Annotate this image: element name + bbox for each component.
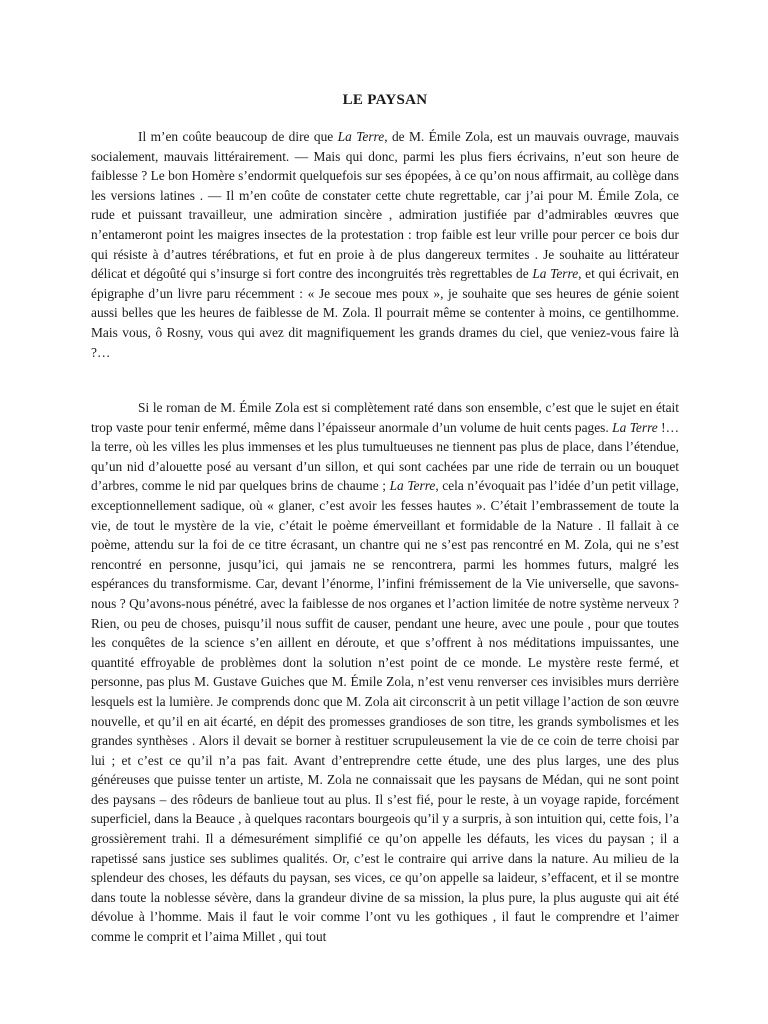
- text-run: Il m’en coûte beaucoup de dire que: [138, 129, 338, 144]
- paragraph-2: [91, 398, 679, 947]
- text-run: , de M. Émile Zola, est un mauvais ouvrage, mauvais socialement, mauvais littérairement. — Mais qui donc, parmi les plus fiers écrivains, n’eut son heure de faiblesse ? Le bon Homère s’endormit quelquefois sur ses épopées, à ce qu’on nous affirmait, au collège dans les versions latines . — Il m’en coûte de constater cette chute regrettable, car j’ai pour M. Émile Zola, ce rude et puissant travailleur, une admiration sincère , admiration justifiée par d’admirables œuvres que n’entameront point les maigres insectes de la protestation : trop faible est leur vrille pour percer ce bois dur qui résiste à d’autres térébrations, et fut en proie à de plus dangereux termites . Je souhaite au littérateur délicat et dégoûté qui s’insurge si fort contre des incongruités très regrettables de: [91, 129, 679, 282]
- italic-title-reference: La Terre: [532, 266, 579, 282]
- text-run: Si le roman de M. Émile Zola est si complètement raté dans son ensemble, c’est que le sujet en était trop vaste pour tenir enfermé, même dans l’épaisseur anormale d’un volume de huit cents pages.: [91, 400, 679, 435]
- italic-title-reference: La Terre: [612, 419, 658, 435]
- text-run: !… la terre, où les villes les plus immenses et les plus tumultueuses ne tiennent pas plus de place, dans l’étendue, qu’un nid d’alouette posé au versant d’un sillon, et qui sont cachées par une ride de terrain ou un bouquet d’arbres, comme le nid par quelques brins de chaume ;: [91, 419, 679, 494]
- paragraph-1: [91, 127, 679, 362]
- italic-title-reference: La Terre: [337, 129, 385, 144]
- text-run: , cela n’évoquait pas l’idée d’un petit village, exceptionnellement sadique, où « glaner, c’est avoir les fesses hautes ». C’était l’embrassement de toute la vie, de tout le mystère de la vie, c’était le poème émerveillant et formidable de la Nature . Il fallait à ce poème, attendu sur la foi de ce titre écrasant, un chantre qui ne s’est pas rencontré en M. Zola, qui ne s’est rencontré en personne, jusqu’ici, qui jamais ne se rencontrera, parmi les hommes futurs, malgré les espérances du transformisme. Car, devant l’énorme, l’infini frémissement de la Vie universelle, que savons-nous ? Qu’avons-nous pénétré, avec la faiblesse de nos organes et l’action limitée de notre système nerveux ? Rien, ou peu de choses, puisqu’il nous suffit de causer, pendant une heure, avec une poule , pour que toutes les conquêtes de la science s’en aillent en déroute, et que s’offrent à nos méditations impuissantes, une quantité effroyable de problèmes dont la solution n’est point de ce monde. Le mystère reste fermé, et personne, pas plus M. Gustave Guiches que M. Émile Zola, n’est venu renverser ces invisibles murs derrière lesquels est la lumière. Je comprends donc que M. Zola ait circonscrit à un petit village l’action de son œuvre nouvelle, et qu’il en ait écarté, en dépit des promesses grandioses de son titre, les grands symbolismes et les grandes synthèses . Alors il devait se borner à restituer scrupuleusement la vie de ce coin de terre choisi par lui ; et c’est ce qu’il n’a pas fait. Avant d’entreprendre cette étude, une des plus larges, une des plus généreuses que puisse tenter un artiste, M. Zola ne connaissait que les paysans de Médan, qui ne sont point des paysans – des rôdeurs de banlieue tout au plus. Il s’est fié, pour le reste, à un voyage rapide, forcément superficiel, dans la Beauce , à quelques racontars bourgeois qu’il y a surpris, à son intuition qui, cette fois, l’a grossièrement trahi. Il a démesurément simplifié ce qu’on appelle les défauts, les vices du paysan ; il a rapetissé sans justice ses sublimes qualités. Or, c’est le contraire qui arrive dans la nature. Au milieu de la splendeur des choses, les défauts du paysan, ses vices, ce qu’on appelle sa laideur, s’effacent, et il se montre dans toute la noblesse sévère, dans la grandeur divine de sa mission, la plus pure, la plus auguste qui ait été dévolue à l’homme. Mais il faut le voir comme l’ont vu les gothiques , il faut le comprendre et l’aimer comme le comprit et l’aima Millet , qui tout: [91, 478, 679, 945]
- document-title: LE PAYSAN: [342, 92, 428, 108]
- text-run: , et qui écrivait, en épigraphe d’un livre paru récemment : « Je secoue mes poux », je souhaite que ses heures de génie soient aussi belles que les heures de faiblesse de M. Zola. Il pourrait même se contenter à moins, ce gentilhomme. Mais vous, ô Rosny, vous qui avez dit magnifiquement les grands drames du ciel, que veniez-vous faire là ?…: [91, 266, 679, 360]
- italic-title-reference: La Terre: [389, 478, 436, 494]
